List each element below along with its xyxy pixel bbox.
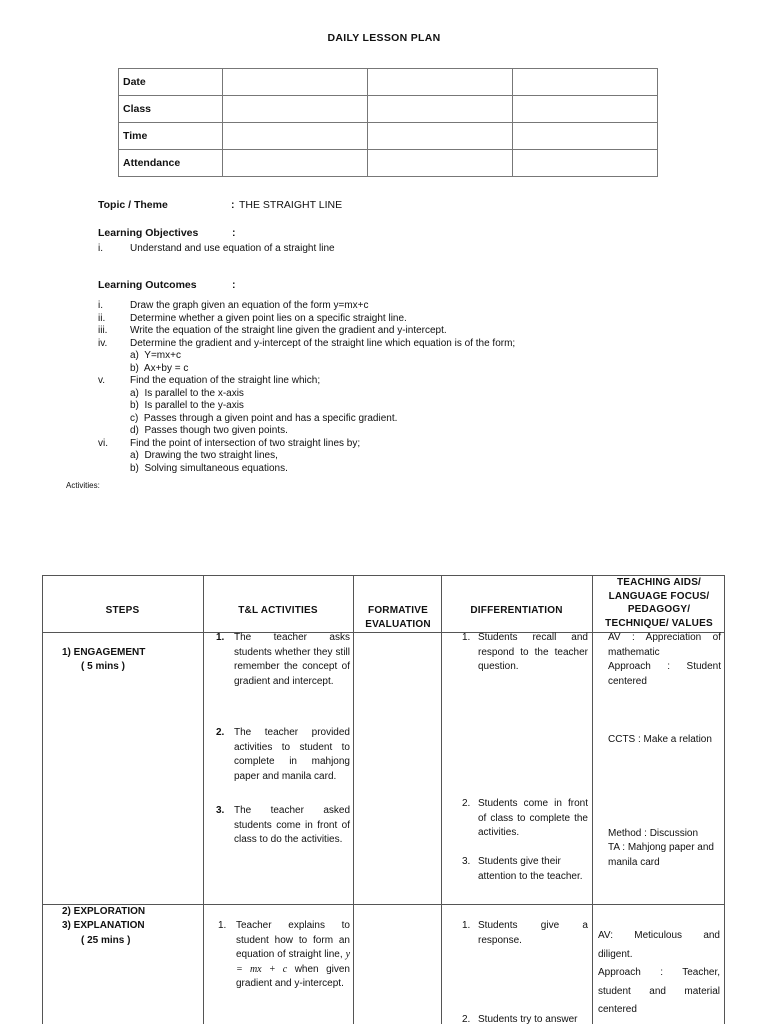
tl-activity: The teacher asks students whether they still remember the concept of gradient and intercept.	[234, 632, 350, 687]
tl-activity: The teacher asked students come in front of class to do the activities.	[234, 805, 350, 845]
outcome-number: iv.	[98, 337, 108, 349]
aids-teaching-aid: TA : Mahjong paper and manila card	[608, 842, 714, 868]
outcome-subitem: a) Is parallel to the x-axis	[130, 387, 244, 399]
outcome-subitem: b) Is parallel to the y-axis	[130, 400, 244, 411]
tl-number: 1.	[218, 920, 227, 931]
time-cell[interactable]	[368, 123, 513, 150]
outcome-text: Write the equation of the straight line given the gradient and y-intercept.	[130, 325, 447, 336]
aids-method: Method : Discussion	[608, 828, 699, 839]
aids-av: AV: Meticulous and diligent.	[598, 930, 720, 960]
outcome-number: ii.	[98, 312, 106, 324]
attendance-cell[interactable]	[513, 150, 658, 177]
step-explanation-time: ( 25 mins )	[81, 935, 131, 946]
outcome-number: i.	[98, 300, 103, 311]
table-row	[119, 96, 658, 123]
outcome-subitem: d) Passes though two given points.	[130, 425, 288, 436]
step-engagement: 1) ENGAGEMENT	[62, 647, 146, 658]
class-cell[interactable]	[513, 96, 658, 123]
outcomes-separator: :	[232, 279, 236, 291]
aids-ccts: CCTS : Make a relation	[608, 734, 712, 745]
outcome-text: Find the point of intersection of two straight lines by;	[130, 437, 361, 449]
outcome-text: Draw the graph given an equation of the form y=mx+c	[130, 300, 369, 311]
class-label: Class	[119, 96, 223, 123]
diff-number: 2.	[462, 798, 471, 809]
tl-activity	[236, 919, 350, 992]
header-differentiation: DIFFERENTIATION	[470, 605, 563, 616]
diff-number: 3.	[462, 856, 471, 867]
outcome-number: v.	[98, 375, 106, 386]
lesson-info-table	[118, 68, 658, 177]
outcome-text: Determine whether a given point lies on a specific straight line.	[130, 312, 407, 324]
step-engagement-time: ( 5 mins )	[81, 661, 125, 672]
diff-number: 1.	[462, 632, 471, 643]
date-cell[interactable]	[223, 69, 368, 96]
objectives-separator: :	[232, 227, 236, 239]
attendance-cell[interactable]	[223, 150, 368, 177]
outcome-subitem: a) Drawing the two straight lines,	[130, 450, 278, 461]
tl-activity-text: Teacher explains to student how to form an equation of straight line,	[236, 920, 350, 960]
objective-number: i.	[98, 243, 103, 254]
tl-activity: The teacher provided activities to student to complete in mahjong paper and manila card.	[234, 727, 350, 782]
outcome-subitem: b) Ax+by = c	[130, 362, 189, 374]
diff-item: Students recall and respond to the teacher question.	[478, 632, 588, 672]
objectives-label: Learning Objectives	[98, 227, 199, 239]
outcome-number: iii.	[98, 325, 108, 336]
table-border	[724, 575, 725, 1024]
straight-line-formula: y = mx + c	[236, 949, 351, 975]
header-teaching-aids: TEACHING AIDS/ LANGUAGE FOCUS/ PEDAGOGY/ TECHNIQUE/ VALUES	[605, 577, 713, 629]
header-steps: STEPS	[105, 605, 140, 616]
objective-text: Understand and use equation of a straight line	[130, 243, 335, 254]
topic-label: Topic / Theme	[98, 199, 168, 211]
header-tl-activities: T&L ACTIVITIES	[238, 605, 318, 616]
aids-approach: Approach : Student centered	[608, 661, 721, 687]
attendance-cell[interactable]	[368, 150, 513, 177]
class-cell[interactable]	[223, 96, 368, 123]
table-row	[119, 123, 658, 150]
tl-activity-text: when given gradient and y-intercept.	[236, 963, 350, 989]
time-cell[interactable]	[513, 123, 658, 150]
outcome-text: Determine the gradient and y-intercept of the straight line which equation is of the form;	[130, 337, 516, 349]
attendance-label: Attendance	[119, 150, 223, 177]
outcome-subitem: a) Y=mx+c	[130, 350, 181, 361]
class-cell[interactable]	[368, 96, 513, 123]
table-border	[441, 575, 442, 1024]
tl-number: 3.	[216, 805, 225, 816]
outcome-text: Find the equation of the straight line which;	[130, 375, 321, 386]
time-label: Time	[119, 123, 223, 150]
date-cell[interactable]	[513, 69, 658, 96]
diff-number: 2.	[462, 1014, 471, 1025]
activities-label: Activities:	[66, 481, 100, 490]
topic-value: THE STRAIGHT LINE	[239, 199, 343, 211]
diff-item: Students come in front of class to complete the activities.	[478, 798, 588, 838]
lesson-plan-table	[42, 575, 725, 1024]
diff-item: Students give a response.	[478, 920, 588, 946]
table-row	[119, 69, 658, 96]
header-formative-evaluation: FORMATIVE EVALUATION	[365, 605, 431, 630]
date-cell[interactable]	[368, 69, 513, 96]
topic-separator: :	[231, 199, 235, 211]
tl-number: 1.	[216, 632, 225, 643]
table-border	[353, 575, 354, 1024]
step-explanation: 3) EXPLANATION	[62, 920, 145, 931]
diff-number: 1.	[462, 920, 471, 931]
aids-av: AV : Appreciation of mathematic	[608, 632, 721, 658]
diff-item: Students give their attention to the teacher.	[478, 856, 583, 882]
tl-number: 2.	[216, 727, 225, 738]
aids-approach: Approach : Teacher, student and material centered	[598, 967, 720, 1015]
table-border	[592, 575, 593, 1024]
step-exploration: 2) EXPLORATION	[62, 906, 146, 917]
table-border	[203, 575, 204, 1024]
outcome-subitem: c) Passes through a given point and has a specific gradient.	[130, 412, 398, 424]
date-label: Date	[119, 69, 223, 96]
outcomes-label: Learning Outcomes	[98, 279, 197, 291]
table-row	[119, 150, 658, 177]
time-cell[interactable]	[223, 123, 368, 150]
outcome-subitem: b) Solving simultaneous equations.	[130, 462, 288, 474]
page-title: DAILY LESSON PLAN	[327, 32, 441, 44]
diff-item: Students try to answer	[478, 1014, 578, 1025]
outcome-number: vi.	[98, 437, 108, 449]
table-border	[42, 575, 43, 1024]
